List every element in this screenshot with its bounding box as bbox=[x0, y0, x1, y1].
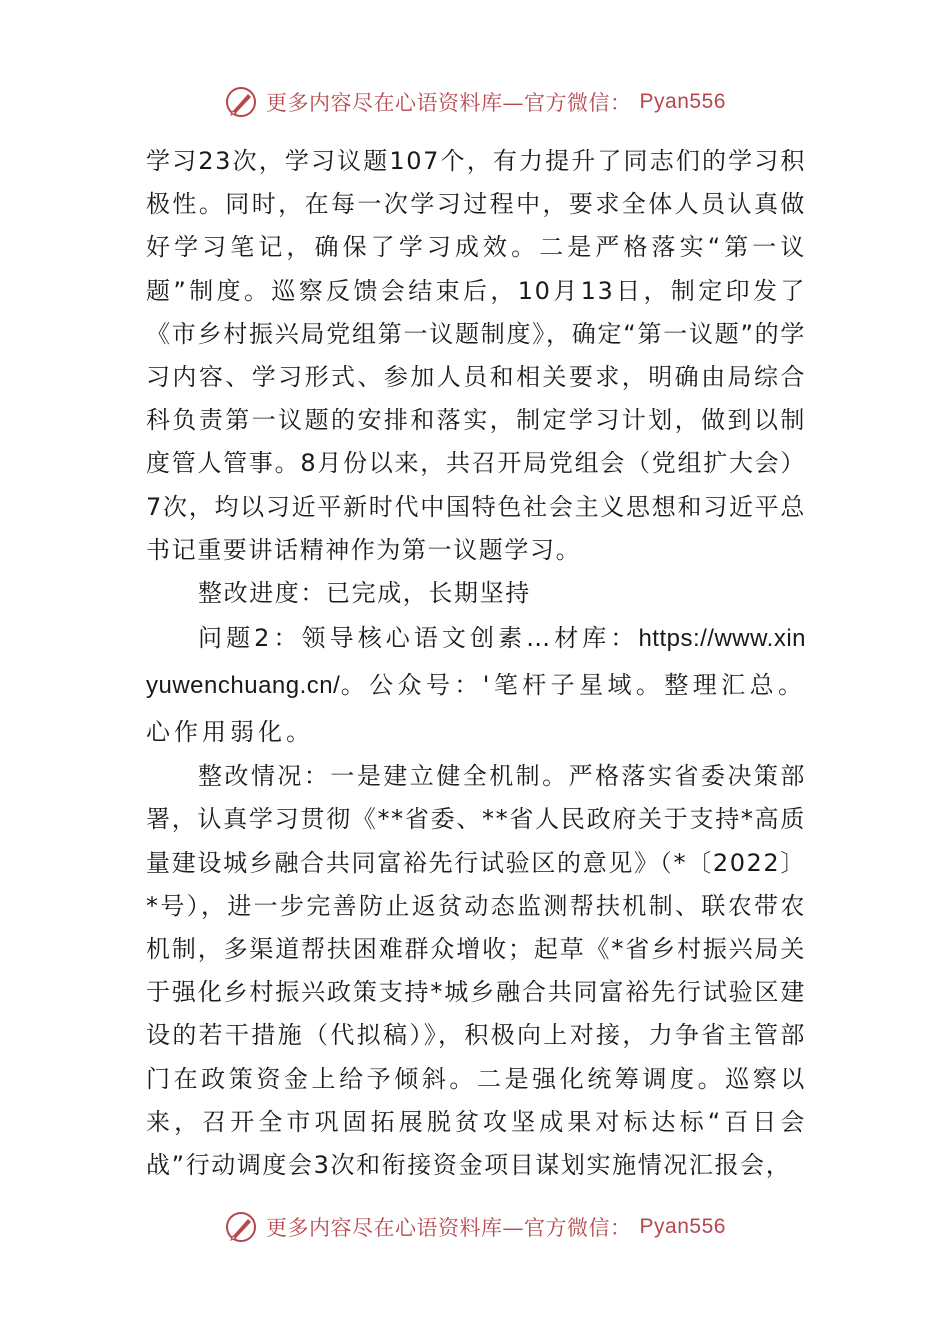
document-body bbox=[146, 140, 806, 1187]
paragraph-problem-2 bbox=[146, 615, 806, 755]
footer-banner bbox=[0, 1207, 950, 1247]
footer-banner-text: 更多内容尽在心语资料库—官方微信： bbox=[266, 1216, 632, 1240]
problem-suffix: 。公众号：'笔杆子星域。整理汇总。心作用弱化。 bbox=[146, 671, 806, 747]
problem-url-link[interactable]: https://www.xinyuwenchuang.cn/ bbox=[146, 625, 806, 700]
header-banner-text: 更多内容尽在心语资料库—官方微信： bbox=[266, 91, 632, 115]
problem-prefix: 问题2：领导核心语文创素…材库： bbox=[198, 624, 639, 653]
pen-logo-icon bbox=[224, 85, 258, 119]
pen-logo-icon bbox=[224, 1210, 258, 1244]
paragraph-rectification: 整改情况：一是建立健全机制。严格落实省委决策部署，认真学习贯彻《**省委、**省人民政府关于支持*高质量建设城乡融合共同富裕先行试验区的意见》（*〔2022〕*号），进一步完善防止返贫动态监测帮扶机制、联农带农机制，多渠道帮扶困难群众增收；起草《*省乡村振兴局关于强化乡村振兴政策支持*城乡融合共同富裕先行试验区建设的若干措施（代拟稿）》，积极向上对接，力争省主管部门在政策资金上给予倾斜。二是强化统筹调度。巡察以来，召开全市巩固拓展脱贫攻坚成果对标达标“百日会战”行动调度会3次和衔接资金项目谋划实施情况汇报会， bbox=[146, 762, 806, 1180]
paragraph-progress: 整改进度：已完成，长期坚持 bbox=[198, 579, 531, 608]
header-banner bbox=[0, 82, 950, 122]
header-banner-wechat-id: Pyan556 bbox=[639, 90, 726, 113]
paragraph-study-measures: 学习23次，学习议题107个，有力提升了同志们的学习积极性。同时，在每一次学习过程中，要求全体人员认真做好学习笔记，确保了学习成效。二是严格落实“第一议题”制度。巡察反馈会结束后，10月13日，制定印发了《市乡村振兴局党组第一议题制度》，确定“第一议题”的学习内容、学习形式、参加人员和相关要求，明确由局综合科负责第一议题的安排和落实，制定学习计划，做到以制度管人管事。8月份以来，共召开局党组会（党组扩大会）7次，均以习近平新时代中国特色社会主义思想和习近平总书记重要讲话精神作为第一议题学习。 bbox=[146, 147, 806, 564]
footer-banner-wechat-id: Pyan556 bbox=[639, 1215, 726, 1238]
